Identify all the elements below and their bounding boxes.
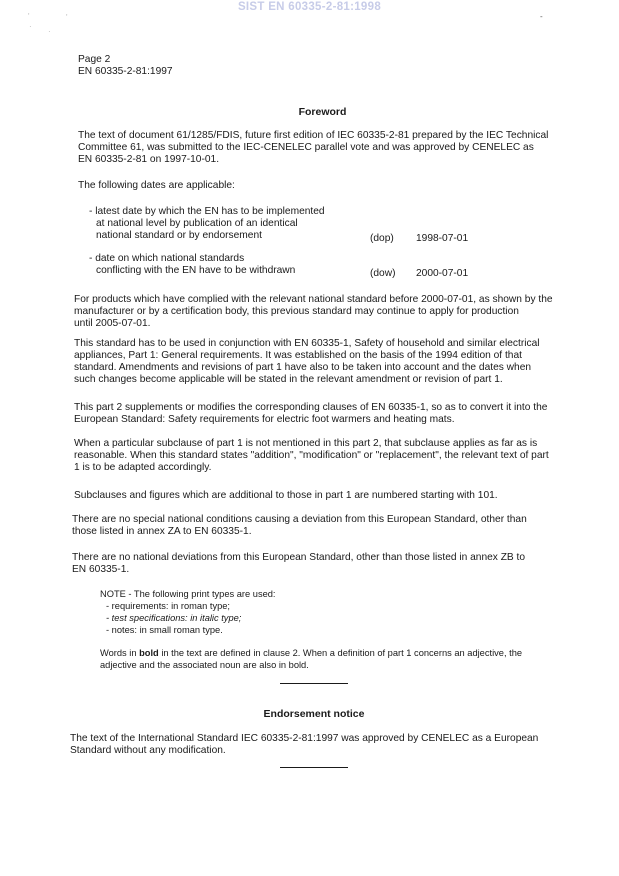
standard-number: EN 60335-2-81:1997 — [78, 66, 173, 77]
note-intro: NOTE - The following print types are used: — [100, 589, 276, 599]
foreword-paragraph-6: Subclauses and figures which are additional to those in part 1 are numbered starting with 101. — [74, 490, 498, 501]
note-item-roman: - requirements: in roman type; — [106, 601, 231, 611]
endorsement-title: Endorsement notice — [263, 708, 365, 720]
bold-words-note: Words in bold in the text are defined in clause 2. When a definition of part 1 concerns an adjective, the — [100, 648, 523, 658]
section-divider — [280, 683, 348, 684]
dop-code: (dop) — [370, 233, 394, 244]
watermark: SIST EN 60335-2-81:1998 — [237, 1, 382, 13]
scan-speck: - — [540, 12, 543, 21]
page-number: Page 2 — [78, 54, 111, 65]
dop-date: 1998-07-01 — [416, 233, 469, 244]
scan-speck: ' — [66, 13, 68, 22]
dates-intro: The following dates are applicable: — [78, 180, 235, 191]
note-item-italic: - test specifications: in italic type; — [106, 613, 242, 623]
end-divider — [280, 767, 348, 768]
foreword-title: Foreword — [298, 106, 347, 118]
dow-code: (dow) — [370, 268, 396, 279]
dow-date: 2000-07-01 — [416, 268, 469, 279]
note-item-small: - notes: in small roman type. — [106, 625, 223, 635]
scan-speck: · — [48, 27, 51, 36]
scan-speck: ' — [28, 12, 30, 21]
scan-speck: · — [29, 22, 32, 31]
